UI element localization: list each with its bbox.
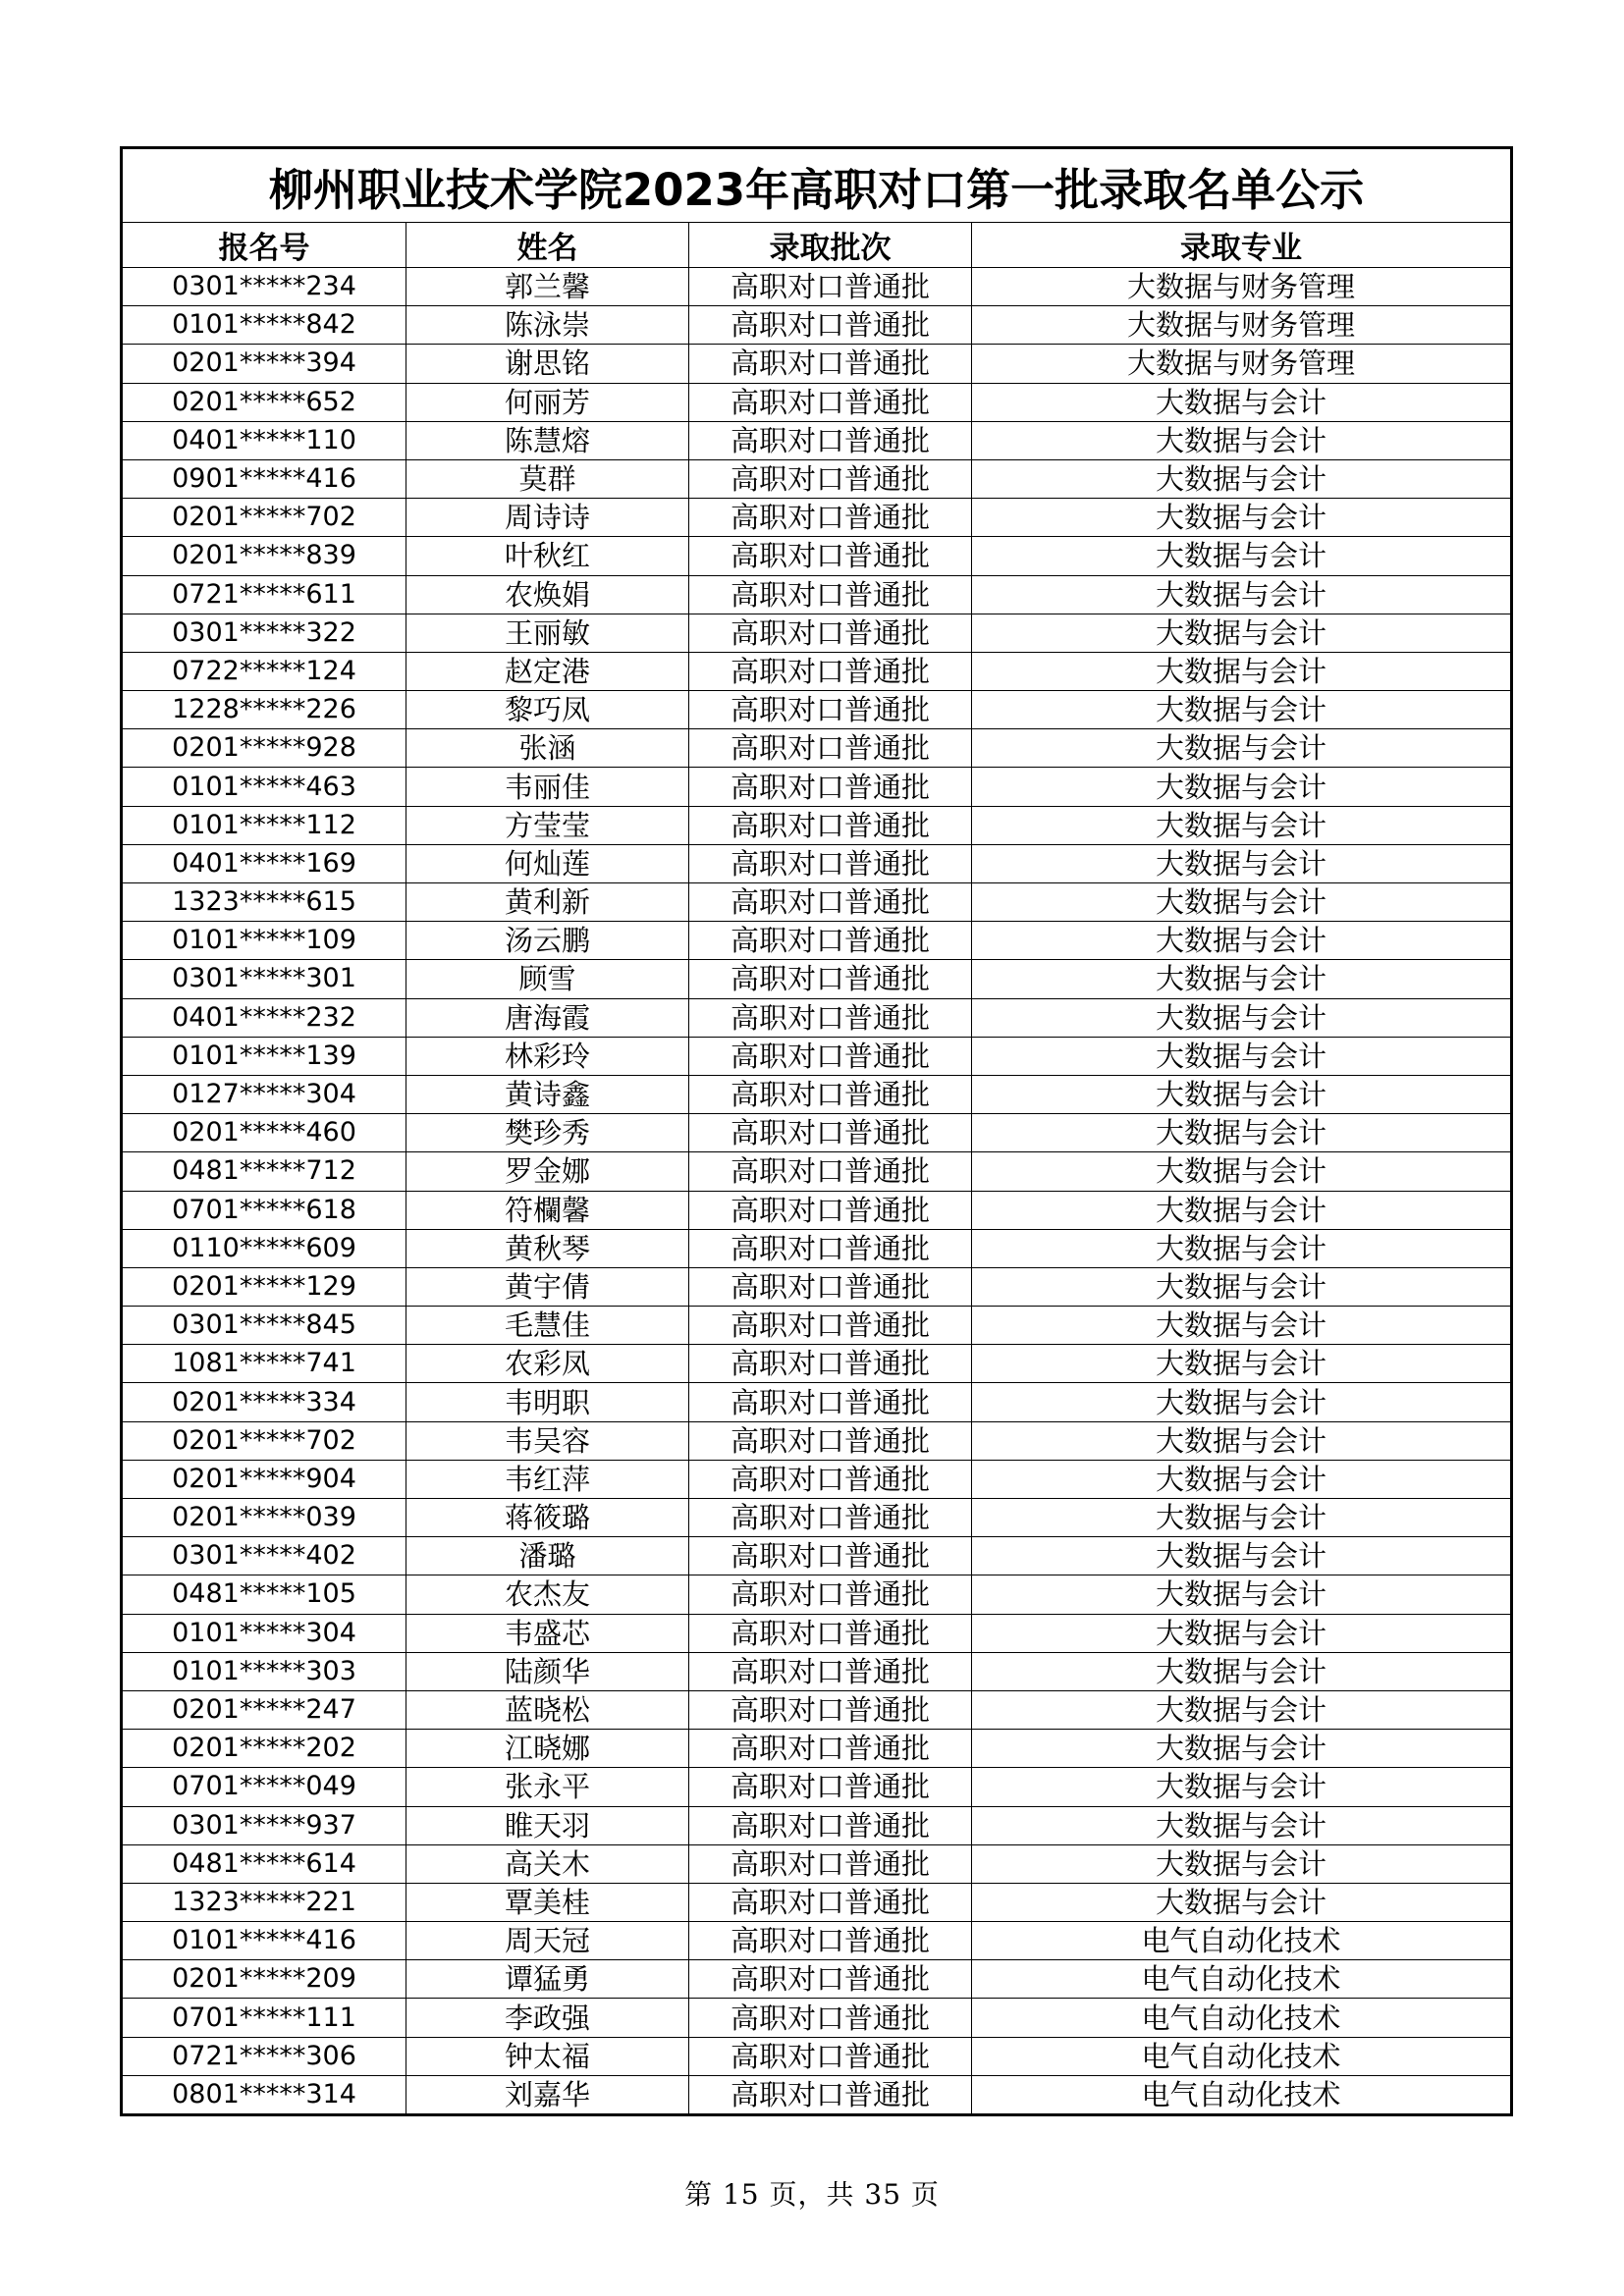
- name-cell: 赵定港: [406, 652, 689, 690]
- batch-cell: 高职对口普通批: [689, 459, 972, 498]
- registration-no-cell: 0481*****712: [122, 1152, 406, 1191]
- table-row: [122, 421, 1512, 459]
- name-cell: 潘璐: [406, 1537, 689, 1575]
- major-cell: 大数据与会计: [972, 1883, 1512, 1921]
- major-cell: 大数据与会计: [972, 1114, 1512, 1152]
- batch-cell: 高职对口普通批: [689, 1421, 972, 1460]
- major-cell: 大数据与会计: [972, 1421, 1512, 1460]
- name-cell: 蒋筱璐: [406, 1499, 689, 1537]
- major-cell: 大数据与会计: [972, 1460, 1512, 1498]
- name-cell: 何灿莲: [406, 844, 689, 882]
- major-cell: 大数据与会计: [972, 1229, 1512, 1267]
- major-cell: 大数据与会计: [972, 1152, 1512, 1191]
- name-cell: 黄秋琴: [406, 1229, 689, 1267]
- registration-no-cell: 0301*****937: [122, 1806, 406, 1844]
- table-row: [122, 2075, 1512, 2114]
- registration-no-cell: 0481*****614: [122, 1844, 406, 1883]
- table-row: [122, 1229, 1512, 1267]
- batch-cell: 高职对口普通批: [689, 1267, 972, 1306]
- name-cell: 农杰友: [406, 1575, 689, 1614]
- major-cell: 大数据与会计: [972, 652, 1512, 690]
- name-cell: 郭兰馨: [406, 268, 689, 306]
- batch-cell: 高职对口普通批: [689, 1960, 972, 1999]
- batch-cell: 高职对口普通批: [689, 652, 972, 690]
- registration-no-cell: 0201*****460: [122, 1114, 406, 1152]
- table-row: [122, 1267, 1512, 1306]
- name-cell: 唐海霞: [406, 998, 689, 1037]
- name-cell: 黎巧凤: [406, 691, 689, 729]
- batch-cell: 高职对口普通批: [689, 1037, 972, 1075]
- major-cell: 大数据与会计: [972, 1267, 1512, 1306]
- registration-no-cell: 0201*****928: [122, 729, 406, 768]
- table-row: [122, 998, 1512, 1037]
- registration-no-cell: 0721*****611: [122, 575, 406, 614]
- table-row: [122, 1037, 1512, 1075]
- major-cell: 大数据与会计: [972, 1806, 1512, 1844]
- table-row: [122, 1652, 1512, 1690]
- registration-no-cell: 0201*****839: [122, 537, 406, 575]
- table-row: [122, 1922, 1512, 1960]
- table-row: [122, 1421, 1512, 1460]
- column-header-major: 录取专业: [972, 223, 1512, 268]
- name-cell: 韦红萍: [406, 1460, 689, 1498]
- table-row: [122, 1152, 1512, 1191]
- registration-no-cell: 0301*****301: [122, 960, 406, 998]
- table-row: [122, 1345, 1512, 1383]
- batch-cell: 高职对口普通批: [689, 768, 972, 806]
- batch-cell: 高职对口普通批: [689, 1652, 972, 1690]
- name-cell: 罗金娜: [406, 1152, 689, 1191]
- batch-cell: 高职对口普通批: [689, 806, 972, 844]
- registration-no-cell: 0201*****202: [122, 1730, 406, 1768]
- name-cell: 周天冠: [406, 1922, 689, 1960]
- registration-no-cell: 0301*****845: [122, 1307, 406, 1345]
- table-row: [122, 1806, 1512, 1844]
- name-cell: 陆颜华: [406, 1652, 689, 1690]
- table-row: [122, 1575, 1512, 1614]
- major-cell: 大数据与会计: [972, 1037, 1512, 1075]
- table-row: [122, 345, 1512, 383]
- table-row: [122, 729, 1512, 768]
- batch-cell: 高职对口普通批: [689, 922, 972, 960]
- name-cell: 谢思铭: [406, 345, 689, 383]
- registration-no-cell: 0101*****416: [122, 1922, 406, 1960]
- registration-no-cell: 0801*****314: [122, 2075, 406, 2114]
- major-cell: 大数据与会计: [972, 922, 1512, 960]
- name-cell: 王丽敏: [406, 614, 689, 652]
- batch-cell: 高职对口普通批: [689, 1075, 972, 1113]
- name-cell: 韦盛芯: [406, 1614, 689, 1652]
- column-header-batch: 录取批次: [689, 223, 972, 268]
- registration-no-cell: 0101*****304: [122, 1614, 406, 1652]
- table-row: [122, 1768, 1512, 1806]
- batch-cell: 高职对口普通批: [689, 306, 972, 345]
- batch-cell: 高职对口普通批: [689, 1883, 972, 1921]
- table-row: [122, 575, 1512, 614]
- name-cell: 睢天羽: [406, 1806, 689, 1844]
- batch-cell: 高职对口普通批: [689, 1229, 972, 1267]
- batch-cell: 高职对口普通批: [689, 691, 972, 729]
- major-cell: 大数据与财务管理: [972, 268, 1512, 306]
- registration-no-cell: 0401*****110: [122, 421, 406, 459]
- major-cell: 大数据与会计: [972, 1730, 1512, 1768]
- table-row: [122, 1730, 1512, 1768]
- batch-cell: 高职对口普通批: [689, 1537, 972, 1575]
- header-row: [122, 223, 1512, 268]
- major-cell: 大数据与会计: [972, 806, 1512, 844]
- major-cell: 大数据与会计: [972, 883, 1512, 922]
- batch-cell: 高职对口普通批: [689, 268, 972, 306]
- registration-no-cell: 0201*****394: [122, 345, 406, 383]
- name-cell: 农彩凤: [406, 1345, 689, 1383]
- batch-cell: 高职对口普通批: [689, 883, 972, 922]
- batch-cell: 高职对口普通批: [689, 1114, 972, 1152]
- major-cell: 大数据与会计: [972, 459, 1512, 498]
- registration-no-cell: 0301*****402: [122, 1537, 406, 1575]
- table-row: [122, 1614, 1512, 1652]
- major-cell: 大数据与会计: [972, 537, 1512, 575]
- name-cell: 黄宇倩: [406, 1267, 689, 1306]
- name-cell: 韦吴容: [406, 1421, 689, 1460]
- registration-no-cell: 0201*****209: [122, 1960, 406, 1999]
- name-cell: 高关木: [406, 1844, 689, 1883]
- name-cell: 汤云鹏: [406, 922, 689, 960]
- major-cell: 大数据与会计: [972, 1690, 1512, 1729]
- major-cell: 大数据与会计: [972, 998, 1512, 1037]
- registration-no-cell: 0201*****129: [122, 1267, 406, 1306]
- batch-cell: 高职对口普通批: [689, 1614, 972, 1652]
- registration-no-cell: 1323*****221: [122, 1883, 406, 1921]
- major-cell: 大数据与财务管理: [972, 306, 1512, 345]
- major-cell: 大数据与会计: [972, 844, 1512, 882]
- table-row: [122, 883, 1512, 922]
- registration-no-cell: 0401*****232: [122, 998, 406, 1037]
- major-cell: 大数据与会计: [972, 960, 1512, 998]
- batch-cell: 高职对口普通批: [689, 421, 972, 459]
- name-cell: 钟太福: [406, 2037, 689, 2075]
- batch-cell: 高职对口普通批: [689, 2075, 972, 2114]
- major-cell: 大数据与会计: [972, 1345, 1512, 1383]
- registration-no-cell: 0481*****105: [122, 1575, 406, 1614]
- name-cell: 毛慧佳: [406, 1307, 689, 1345]
- registration-no-cell: 1323*****615: [122, 883, 406, 922]
- batch-cell: 高职对口普通批: [689, 998, 972, 1037]
- batch-cell: 高职对口普通批: [689, 1690, 972, 1729]
- table-row: [122, 306, 1512, 345]
- name-cell: 农焕娟: [406, 575, 689, 614]
- table-row: [122, 1960, 1512, 1999]
- column-header-registration-no: 报名号: [122, 223, 406, 268]
- batch-cell: 高职对口普通批: [689, 1383, 972, 1421]
- batch-cell: 高职对口普通批: [689, 1999, 972, 2037]
- major-cell: 大数据与会计: [972, 1652, 1512, 1690]
- batch-cell: 高职对口普通批: [689, 1806, 972, 1844]
- table-row: [122, 806, 1512, 844]
- registration-no-cell: 0301*****322: [122, 614, 406, 652]
- column-header-name: 姓名: [406, 223, 689, 268]
- table-row: [122, 459, 1512, 498]
- name-cell: 方莹莹: [406, 806, 689, 844]
- registration-no-cell: 0701*****049: [122, 1768, 406, 1806]
- name-cell: 刘嘉华: [406, 2075, 689, 2114]
- name-cell: 周诗诗: [406, 499, 689, 537]
- major-cell: 大数据与会计: [972, 1844, 1512, 1883]
- batch-cell: 高职对口普通批: [689, 1922, 972, 1960]
- name-cell: 符欄馨: [406, 1191, 689, 1229]
- major-cell: 大数据与会计: [972, 1768, 1512, 1806]
- major-cell: 电气自动化技术: [972, 1922, 1512, 1960]
- name-cell: 林彩玲: [406, 1037, 689, 1075]
- name-cell: 韦明职: [406, 1383, 689, 1421]
- major-cell: 大数据与会计: [972, 1307, 1512, 1345]
- batch-cell: 高职对口普通批: [689, 345, 972, 383]
- major-cell: 大数据与会计: [972, 575, 1512, 614]
- batch-cell: 高职对口普通批: [689, 844, 972, 882]
- table-row: [122, 922, 1512, 960]
- batch-cell: 高职对口普通批: [689, 1499, 972, 1537]
- name-cell: 顾雪: [406, 960, 689, 998]
- registration-no-cell: 0110*****609: [122, 1229, 406, 1267]
- registration-no-cell: 0901*****416: [122, 459, 406, 498]
- table-row: [122, 960, 1512, 998]
- registration-no-cell: 0701*****618: [122, 1191, 406, 1229]
- name-cell: 蓝晓松: [406, 1690, 689, 1729]
- table-row: [122, 1191, 1512, 1229]
- registration-no-cell: 0722*****124: [122, 652, 406, 690]
- batch-cell: 高职对口普通批: [689, 960, 972, 998]
- major-cell: 大数据与会计: [972, 768, 1512, 806]
- admission-list-table: [120, 146, 1513, 2116]
- major-cell: 电气自动化技术: [972, 2037, 1512, 2075]
- table-row: [122, 1075, 1512, 1113]
- batch-cell: 高职对口普通批: [689, 383, 972, 421]
- major-cell: 大数据与会计: [972, 614, 1512, 652]
- registration-no-cell: 0101*****112: [122, 806, 406, 844]
- major-cell: 大数据与会计: [972, 1614, 1512, 1652]
- batch-cell: 高职对口普通批: [689, 1307, 972, 1345]
- table-row: [122, 383, 1512, 421]
- registration-no-cell: 0201*****652: [122, 383, 406, 421]
- registration-no-cell: 0301*****234: [122, 268, 406, 306]
- table-row: [122, 768, 1512, 806]
- registration-no-cell: 0201*****334: [122, 1383, 406, 1421]
- major-cell: 大数据与会计: [972, 1075, 1512, 1113]
- table-row: [122, 1114, 1512, 1152]
- table-row: [122, 499, 1512, 537]
- batch-cell: 高职对口普通批: [689, 575, 972, 614]
- name-cell: 李政强: [406, 1999, 689, 2037]
- registration-no-cell: 0201*****039: [122, 1499, 406, 1537]
- major-cell: 大数据与会计: [972, 1499, 1512, 1537]
- batch-cell: 高职对口普通批: [689, 1575, 972, 1614]
- batch-cell: 高职对口普通批: [689, 614, 972, 652]
- registration-no-cell: 0721*****306: [122, 2037, 406, 2075]
- registration-no-cell: 0201*****702: [122, 499, 406, 537]
- table-row: [122, 2037, 1512, 2075]
- registration-no-cell: 0101*****842: [122, 306, 406, 345]
- batch-cell: 高职对口普通批: [689, 1768, 972, 1806]
- batch-cell: 高职对口普通批: [689, 2037, 972, 2075]
- registration-no-cell: 0127*****304: [122, 1075, 406, 1113]
- batch-cell: 高职对口普通批: [689, 1460, 972, 1498]
- name-cell: 莫群: [406, 459, 689, 498]
- major-cell: 大数据与会计: [972, 383, 1512, 421]
- name-cell: 张涵: [406, 729, 689, 768]
- batch-cell: 高职对口普通批: [689, 499, 972, 537]
- name-cell: 江晓娜: [406, 1730, 689, 1768]
- name-cell: 黄诗鑫: [406, 1075, 689, 1113]
- page-title: 柳州职业技术学院2023年高职对口第一批录取名单公示: [122, 148, 1512, 223]
- registration-no-cell: 0201*****702: [122, 1421, 406, 1460]
- batch-cell: 高职对口普通批: [689, 537, 972, 575]
- major-cell: 大数据与会计: [972, 1537, 1512, 1575]
- registration-no-cell: 0101*****109: [122, 922, 406, 960]
- table-row: [122, 1460, 1512, 1498]
- registration-no-cell: 0101*****303: [122, 1652, 406, 1690]
- registration-no-cell: 0701*****111: [122, 1999, 406, 2037]
- name-cell: 覃美桂: [406, 1883, 689, 1921]
- table-row: [122, 1499, 1512, 1537]
- name-cell: 谭猛勇: [406, 1960, 689, 1999]
- table-row: [122, 1844, 1512, 1883]
- name-cell: 何丽芳: [406, 383, 689, 421]
- name-cell: 黄利新: [406, 883, 689, 922]
- major-cell: 大数据与会计: [972, 421, 1512, 459]
- table-row: [122, 1690, 1512, 1729]
- batch-cell: 高职对口普通批: [689, 1844, 972, 1883]
- page-number-footer: 第 15 页，共 35 页: [684, 2178, 940, 2211]
- major-cell: 大数据与会计: [972, 729, 1512, 768]
- name-cell: 樊珍秀: [406, 1114, 689, 1152]
- major-cell: 大数据与会计: [972, 1575, 1512, 1614]
- major-cell: 大数据与会计: [972, 499, 1512, 537]
- registration-no-cell: 0201*****247: [122, 1690, 406, 1729]
- table-row: [122, 1307, 1512, 1345]
- batch-cell: 高职对口普通批: [689, 1345, 972, 1383]
- table-row: [122, 691, 1512, 729]
- major-cell: 大数据与会计: [972, 691, 1512, 729]
- major-cell: 电气自动化技术: [972, 2075, 1512, 2114]
- name-cell: 张永平: [406, 1768, 689, 1806]
- table-row: [122, 844, 1512, 882]
- major-cell: 电气自动化技术: [972, 1960, 1512, 1999]
- registration-no-cell: 0101*****139: [122, 1037, 406, 1075]
- registration-no-cell: 1081*****741: [122, 1345, 406, 1383]
- batch-cell: 高职对口普通批: [689, 729, 972, 768]
- batch-cell: 高职对口普通批: [689, 1152, 972, 1191]
- table-row: [122, 537, 1512, 575]
- registration-no-cell: 0201*****904: [122, 1460, 406, 1498]
- batch-cell: 高职对口普通批: [689, 1730, 972, 1768]
- table-row: [122, 614, 1512, 652]
- table-row: [122, 1883, 1512, 1921]
- registration-no-cell: 0101*****463: [122, 768, 406, 806]
- major-cell: 电气自动化技术: [972, 1999, 1512, 2037]
- table-row: [122, 1999, 1512, 2037]
- name-cell: 叶秋红: [406, 537, 689, 575]
- registration-no-cell: 0401*****169: [122, 844, 406, 882]
- name-cell: 陈泳崇: [406, 306, 689, 345]
- title-row: [122, 148, 1512, 223]
- major-cell: 大数据与财务管理: [972, 345, 1512, 383]
- table-row: [122, 1537, 1512, 1575]
- table-row: [122, 1383, 1512, 1421]
- major-cell: 大数据与会计: [972, 1383, 1512, 1421]
- table-row: [122, 652, 1512, 690]
- name-cell: 韦丽佳: [406, 768, 689, 806]
- batch-cell: 高职对口普通批: [689, 1191, 972, 1229]
- major-cell: 大数据与会计: [972, 1191, 1512, 1229]
- registration-no-cell: 1228*****226: [122, 691, 406, 729]
- table-row: [122, 268, 1512, 306]
- name-cell: 陈慧熔: [406, 421, 689, 459]
